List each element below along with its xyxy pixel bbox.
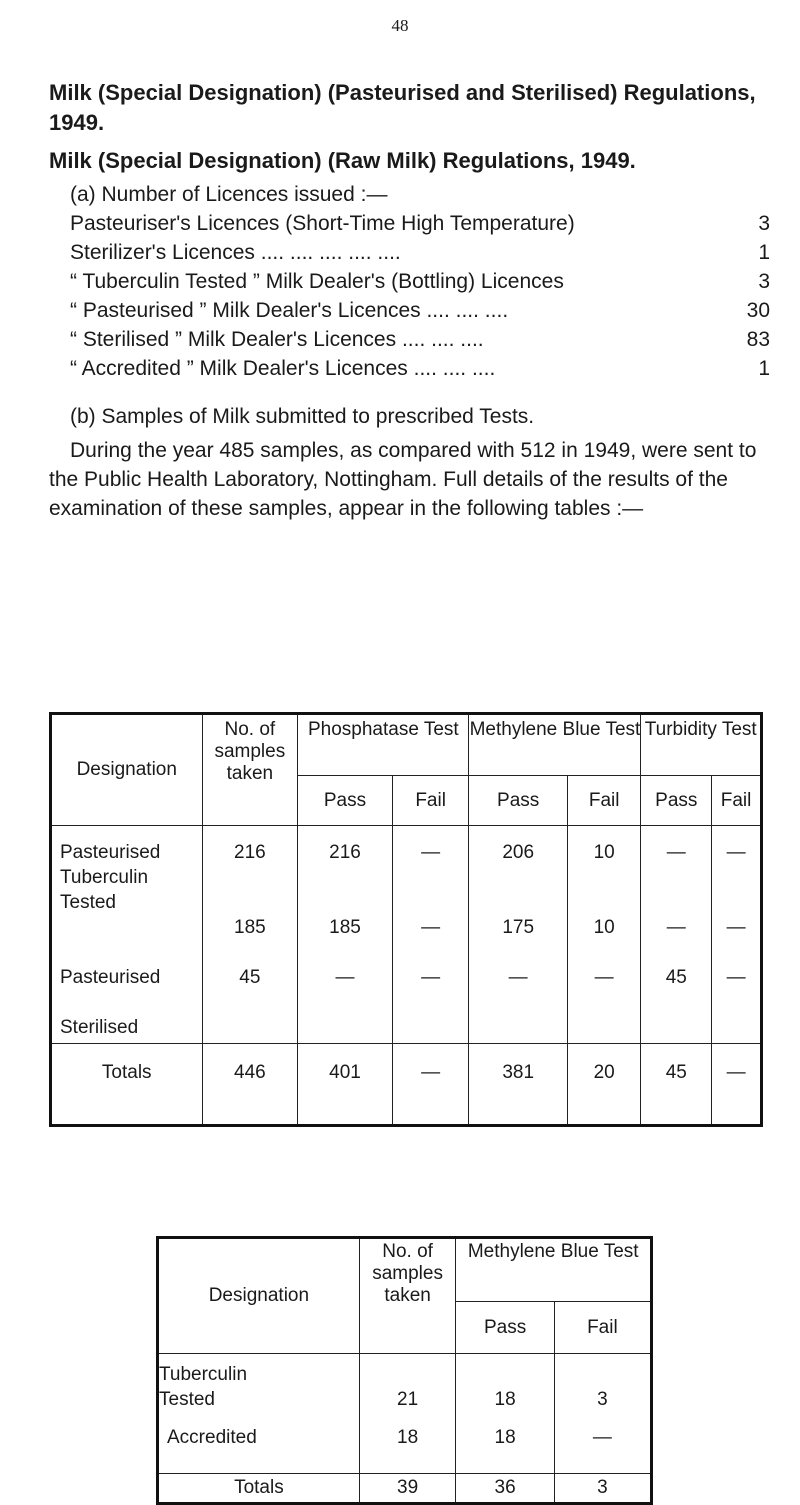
licence-label: “ Sterilised ” Milk Dealer's Licences .... .... .... <box>70 328 484 351</box>
samples-cell: 18 <box>397 1427 419 1448</box>
pass-column <box>456 1354 554 1474</box>
licence-label: “ Pasteurised ” Milk Dealer's Licences .... .... .... <box>70 299 509 322</box>
samples-cell: 21 <box>397 1389 419 1410</box>
methylene-pass-column <box>469 826 567 1044</box>
totals-cell: 3 <box>554 1474 651 1504</box>
licence-label: Sterilizer's Licences .... .... .... .... .... <box>70 241 401 264</box>
totals-cell: 45 <box>641 1044 712 1126</box>
value-cell: 216 <box>329 842 361 863</box>
section-b-title: (b) Samples of Milk submitted to prescribed Tests. <box>70 405 535 428</box>
designation-column <box>51 826 203 1044</box>
header-designation: Designation <box>51 714 203 826</box>
section-a-title: (a) Number of Licences issued :— <box>70 183 388 206</box>
regulations-heading-2: Milk (Special Designation) (Raw Milk) Regulations, 1949. <box>49 148 636 173</box>
samples-cell: 45 <box>239 967 261 988</box>
designation-cell: Pasteurised Tuberculin Tested <box>60 842 161 913</box>
licence-value: 1 <box>758 241 770 264</box>
totals-label: Totals <box>158 1474 360 1504</box>
header-samples: No. of samples taken <box>359 1238 456 1354</box>
licence-row <box>70 270 770 299</box>
value-cell: 45 <box>665 967 687 988</box>
totals-cell: — <box>392 1044 469 1126</box>
methylene-blue-table <box>156 1236 653 1505</box>
licence-label: “ Accredited ” Milk Dealer's Licences .... .... .... <box>70 357 496 380</box>
licence-row <box>70 357 770 386</box>
designation-cell: Sterilised <box>60 1017 139 1038</box>
value-cell: 10 <box>593 842 615 863</box>
totals-label: Totals <box>51 1044 203 1126</box>
regulations-heading-1: Milk (Special Designation) (Pasteurised and Sterilised) Regulations, 1949. <box>49 80 756 135</box>
header-turbidity-pass: Pass <box>641 776 712 826</box>
designation-cell: Accredited <box>167 1427 257 1448</box>
fail-column <box>554 1354 651 1474</box>
designation-cell: Pasteurised <box>60 967 161 988</box>
header-methylene-fail: Fail <box>567 776 641 826</box>
value-cell: 206 <box>502 842 535 863</box>
value-cell: 18 <box>494 1389 516 1410</box>
turbidity-fail-column <box>712 826 762 1044</box>
licence-row <box>70 241 770 270</box>
header-methylene-pass: Pass <box>469 776 567 826</box>
licence-value: 3 <box>758 270 770 293</box>
phosphatase-pass-column <box>298 826 393 1044</box>
totals-row <box>51 1044 762 1126</box>
phosphatase-fail-column <box>392 826 469 1044</box>
samples-column <box>359 1354 456 1474</box>
turbidity-pass-column <box>641 826 712 1044</box>
licence-label: Pasteuriser's Licences (Short-Time High Temperature) <box>70 212 575 235</box>
header-phosphatase-fail: Fail <box>392 776 469 826</box>
designation-column <box>158 1354 360 1474</box>
table-body <box>51 826 762 1044</box>
licence-value: 30 <box>746 299 770 322</box>
header-samples: No. of samples taken <box>202 714 298 826</box>
value-cell: — <box>421 917 441 938</box>
section-b-paragraph: During the year 485 samples, as compared with 512 in 1949, were sent to the Public Health Laboratory, Nottingham. Full details of the results of the examination of these samples, appear in the following tables :— <box>49 439 757 520</box>
header-turbidity-fail: Fail <box>712 776 762 826</box>
header-methylene-pass: Pass <box>456 1302 554 1354</box>
samples-cell: 185 <box>234 917 266 938</box>
totals-cell: — <box>712 1044 762 1126</box>
value-cell: 175 <box>502 917 535 938</box>
value-cell: — <box>335 967 355 988</box>
value-cell: — <box>592 1427 612 1448</box>
value-cell: — <box>666 917 686 938</box>
header-turbidity: Turbidity Test <box>641 714 762 776</box>
totals-cell: 381 <box>469 1044 567 1126</box>
header-methylene-fail: Fail <box>554 1302 651 1354</box>
totals-cell: 20 <box>567 1044 641 1126</box>
header-phosphatase-pass: Pass <box>298 776 393 826</box>
value-cell: 10 <box>593 917 615 938</box>
table-body <box>158 1354 652 1474</box>
page-number: 48 <box>391 16 409 35</box>
totals-cell: 36 <box>456 1474 554 1504</box>
totals-cell: 401 <box>298 1044 393 1126</box>
header-designation: Designation <box>158 1238 360 1354</box>
licence-value: 83 <box>746 328 770 351</box>
value-cell: — <box>508 967 528 988</box>
totals-cell: 446 <box>202 1044 298 1126</box>
value-cell: 18 <box>494 1427 516 1448</box>
header-methylene: Methylene Blue Test <box>456 1238 652 1302</box>
value-cell: 185 <box>329 917 361 938</box>
totals-cell: 39 <box>359 1474 456 1504</box>
value-cell: — <box>594 967 614 988</box>
value-cell: — <box>666 842 686 863</box>
licence-value: 3 <box>758 212 770 235</box>
designation-cell: Tuberculin Tested <box>159 1364 248 1410</box>
header-phosphatase: Phosphatase Test <box>298 714 469 776</box>
header-methylene: Methylene Blue Test <box>469 714 641 776</box>
samples-column <box>202 826 298 1044</box>
value-cell: — <box>726 917 746 938</box>
value-cell: 3 <box>597 1389 608 1410</box>
licence-row <box>70 328 770 357</box>
licence-label: “ Tuberculin Tested ” Milk Dealer's (Bottling) Licences <box>70 270 564 293</box>
value-cell: — <box>421 967 441 988</box>
totals-row <box>158 1474 652 1504</box>
value-cell: — <box>726 967 746 988</box>
licence-row <box>70 299 770 328</box>
value-cell: — <box>421 842 441 863</box>
licence-list <box>70 212 770 386</box>
samples-cell: 216 <box>234 842 266 863</box>
methylene-fail-column <box>567 826 641 1044</box>
licence-row <box>70 212 770 241</box>
phosphatase-methylene-turbidity-table <box>49 712 763 1127</box>
licence-value: 1 <box>758 357 770 380</box>
value-cell: — <box>726 842 746 863</box>
